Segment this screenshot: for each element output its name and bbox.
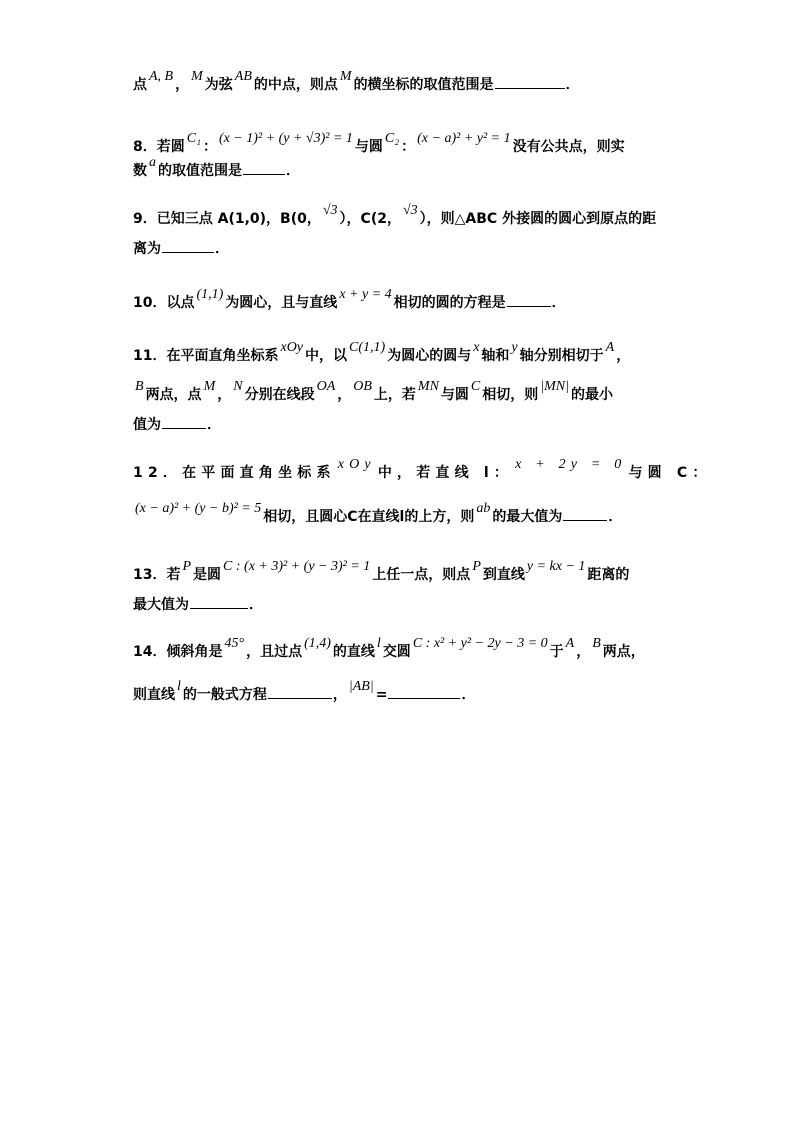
text-run: ． xyxy=(249,597,263,613)
text-run: 离为 xyxy=(133,241,161,257)
text-run: 交圆 xyxy=(382,644,411,660)
text-run: 10．以点 xyxy=(133,295,195,311)
text-line xyxy=(133,679,673,706)
math-expression: C xyxy=(470,379,481,394)
math-expression: √3 xyxy=(322,203,338,218)
text-line xyxy=(133,340,673,367)
math-expression: xOy xyxy=(280,340,304,355)
text-run: ． xyxy=(551,295,566,311)
text-run: ． xyxy=(461,687,476,703)
text-line xyxy=(133,155,673,182)
math-expression: l xyxy=(376,636,381,651)
math-expression: x xyxy=(473,340,480,355)
math-expression: (1,4) xyxy=(304,636,331,651)
text-run: 与圆 xyxy=(440,387,469,403)
math-expression: y = kx − 1 xyxy=(526,559,586,574)
text-run: ． xyxy=(207,417,221,433)
text-run: ），则△ABC 外接圆的圆心到原点的距 xyxy=(419,211,657,227)
text-run: ， xyxy=(332,687,347,703)
text-run: 两点，点 xyxy=(145,387,202,403)
text-run: 13．若 xyxy=(133,567,181,583)
math-expression: C₂ xyxy=(384,131,400,146)
math-expression: B xyxy=(135,379,144,394)
text-line xyxy=(133,559,673,586)
text-run: 中，以 xyxy=(305,348,348,364)
text-run: ： xyxy=(401,139,416,155)
text-run: 为弦 xyxy=(204,77,233,93)
math-expression: M xyxy=(339,69,352,84)
text-run: 11．在平面直角坐标系 xyxy=(133,348,279,364)
text-run: ），C(2， xyxy=(339,211,401,227)
text-run: 9．已知三点 A(1,0)，B(0， xyxy=(133,211,321,227)
text-run: 8．若圆 xyxy=(133,139,185,155)
math-expression: A xyxy=(565,636,575,651)
math-expression: C : x² + y² − 2y − 3 = 0 xyxy=(412,636,548,651)
text-run: 为圆心，且与直线 xyxy=(225,295,338,311)
math-expression: x + y = 4 xyxy=(339,287,392,302)
text-run: 上任一点，则点 xyxy=(372,567,471,583)
text-run: 的横坐标的取值范围是 xyxy=(353,77,494,93)
text-run: 值为 xyxy=(133,417,161,433)
text-run: ： xyxy=(202,139,217,155)
math-expression: (x − a)² + y² = 1 xyxy=(417,131,511,146)
text-run: 是圆 xyxy=(193,567,222,583)
text-run: 12．在平面直角坐标系 xyxy=(133,465,336,481)
text-run: ， xyxy=(616,348,631,364)
math-expression: |MN| xyxy=(540,379,569,394)
text-run: 的一般式方程 xyxy=(182,687,267,703)
text-run: 中，若直线 l： xyxy=(377,465,514,481)
text-run: 上，若 xyxy=(373,387,416,403)
math-expression: (x − a)² + (y − b)² = 5 xyxy=(135,501,262,516)
text-run: 与圆 xyxy=(354,139,383,155)
text-run: 14．倾斜角是 xyxy=(133,644,223,660)
answer-blank xyxy=(388,684,460,699)
answer-blank xyxy=(507,292,551,307)
math-expression: C₁ xyxy=(186,131,201,146)
math-expression: (x − 1)² + (y + √3)² = 1 xyxy=(218,131,353,146)
math-expression: MN xyxy=(417,379,439,394)
text-line xyxy=(133,131,673,158)
math-expression: ab xyxy=(476,501,491,516)
text-run: 距离的 xyxy=(587,567,630,583)
text-run: 点 xyxy=(133,77,147,93)
text-run: 的直线 xyxy=(332,644,375,660)
text-run: ． xyxy=(608,509,623,525)
text-run: 最大值为 xyxy=(133,597,189,613)
text-run: ，且过点 xyxy=(246,644,303,660)
text-run: 则直线 xyxy=(133,687,175,703)
text-run: ． xyxy=(286,163,300,179)
answer-blank xyxy=(495,74,565,89)
math-expression: (1,1) xyxy=(196,287,224,302)
math-expression: x + 2y = 0 xyxy=(515,457,627,472)
text-run: = xyxy=(375,687,388,703)
answer-blank xyxy=(190,594,248,609)
math-expression: B xyxy=(592,636,601,651)
text-run: 的最小 xyxy=(570,387,613,403)
text-line xyxy=(133,69,673,96)
text-run: 相切，则 xyxy=(482,387,539,403)
math-expression: C : (x + 3)² + (y − 3)² = 1 xyxy=(223,559,371,574)
math-expression: A xyxy=(605,340,615,355)
answer-blank xyxy=(162,414,206,429)
text-line xyxy=(133,238,673,259)
text-run: ， xyxy=(175,77,190,93)
answer-blank xyxy=(563,506,607,521)
text-run: 轴分别相切于 xyxy=(519,348,604,364)
math-expression: M xyxy=(191,69,203,84)
math-expression: AB xyxy=(234,69,252,84)
math-expression: |AB| xyxy=(348,679,374,694)
math-expression: A, B xyxy=(149,69,174,84)
text-run: 为圆心的圆与 xyxy=(387,348,472,364)
text-run: 两点， xyxy=(602,644,645,660)
math-expression: N xyxy=(233,379,243,394)
math-expression: xOy xyxy=(337,457,376,472)
text-run: ， xyxy=(337,387,352,403)
answer-blank xyxy=(268,684,332,699)
math-expression: OA xyxy=(316,379,336,394)
math-expression: 45° xyxy=(224,636,245,651)
text-run: ． xyxy=(215,241,229,257)
text-run: 数 xyxy=(133,163,147,179)
math-expression: P xyxy=(472,559,481,574)
text-run: ， xyxy=(217,387,232,403)
text-line xyxy=(133,379,673,406)
text-run: 相切，且圆心C在直线l的上方，则 xyxy=(263,509,475,525)
text-run: 分别在线段 xyxy=(244,387,315,403)
text-run: ． xyxy=(565,77,580,93)
math-expression: OB xyxy=(353,379,372,394)
text-run: 与圆 C： xyxy=(628,465,712,481)
math-expression: M xyxy=(203,379,216,394)
text-line xyxy=(133,414,673,435)
math-expression: P xyxy=(182,559,192,574)
text-run: 没有公共点，则实 xyxy=(512,139,625,155)
answer-blank xyxy=(162,238,214,253)
text-line xyxy=(133,594,673,615)
text-run: 轴和 xyxy=(481,348,510,364)
answer-blank xyxy=(243,160,285,175)
math-expression: C(1,1) xyxy=(349,340,386,355)
math-expression: l xyxy=(177,679,181,694)
text-run: 到直线 xyxy=(482,567,525,583)
text-run: 的中点，则点 xyxy=(253,77,338,93)
text-line xyxy=(133,457,712,484)
text-run: 于 xyxy=(549,644,564,660)
text-line xyxy=(133,501,673,528)
text-line xyxy=(133,203,673,230)
math-expression: a xyxy=(149,155,156,170)
text-line xyxy=(133,636,673,663)
text-line xyxy=(133,287,673,314)
text-run: 的取值范围是 xyxy=(158,163,242,179)
text-run: 相切的圆的方程是 xyxy=(393,295,506,311)
text-run: ， xyxy=(576,644,591,660)
text-run: 的最大值为 xyxy=(492,509,563,525)
math-expression: y xyxy=(511,340,518,355)
math-expression: √3 xyxy=(402,203,418,218)
